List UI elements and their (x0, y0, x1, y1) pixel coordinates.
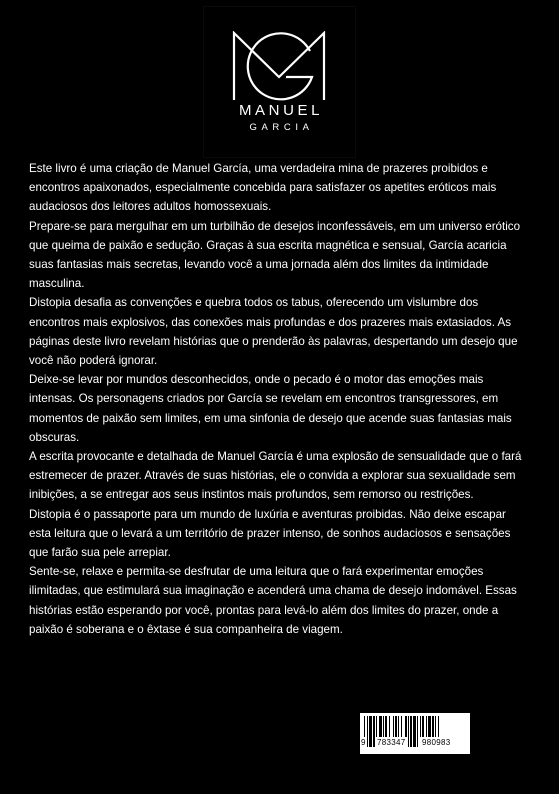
isbn-barcode (360, 713, 470, 754)
barcode-lead-digit: 9 (361, 738, 366, 747)
paragraph: A escrita provocante e detalhada de Manuel García é uma explosão de sensualidade que o fará estremecer de prazer. Através de suas histórias, ele o convida a explorar sua sexualidade sem inibições, a se entregar aos seus instintos mais profundos, sem remorso ou restrições. (29, 450, 522, 502)
paragraph: Distopia é o passaporte para um mundo de luxúria e aventuras proibidas. Não deixe escapar esta leitura que o levará a um território de prazer intenso, de sonhos audaciosos e sensações que farão sua pele arrepiar. (29, 507, 511, 560)
logo-surname: GARCIA (249, 122, 314, 133)
paragraph: Deixe-se levar por mundos desconhecidos, onde o pecado é o motor das emoções mais intensas. Os personagens criados por García se revelam em encontros transgressores, em momentos de paixão sem limites, em uma sinfonia de desejo que acende suas fantasias mais obscuras. (29, 373, 512, 444)
paragraph: Prepare-se para mergulhar em um turbilhão de desejos inconfessáveis, em um universo erótico que queima de paixão e sedução. Graças à sua escrita magnética e sensual, García acaricia suas fantasias mais secretas, levando você a uma jornada além dos limites da intimidade masculina. (29, 219, 521, 291)
mg-monogram-icon (232, 31, 327, 101)
barcode-left-digits: 783347 (377, 738, 406, 747)
author-logo (204, 7, 355, 157)
paragraph: Este livro é uma criação de Manuel García, uma verdadeira mina de prazeres proibidos e encontros apaixonados, especialmente concebida para satisfazer os apetites eróticos mais audaciosos dos leitores adultos homossexuais. (29, 162, 497, 214)
paragraph: Distopia desafia as convenções e quebra todos os tabus, oferecendo um vislumbre dos encontros mais explosivos, das conexões mais profundas e dos prazeres mais extasiados. As páginas deste livro revelam histórias que o prenderão às palavras, despertando um desejo que você não poderá ignorar. (29, 296, 518, 368)
barcode-right-digits: 980983 (422, 738, 451, 747)
logo-name: MANUEL (238, 102, 324, 119)
paragraph: Sente-se, relaxe e permita-se desfrutar de uma leitura que o fará experimentar emoções ilimitadas, que estimulará sua imaginação e acenderá uma chama de desejo indomável. Essas histórias estão esperando por você, prontas para levá-lo além dos limites do prazer, onde a paixão é soberana e o êxtase é sua companheira de viagem. (29, 565, 517, 636)
back-cover-blurb (29, 159, 525, 639)
